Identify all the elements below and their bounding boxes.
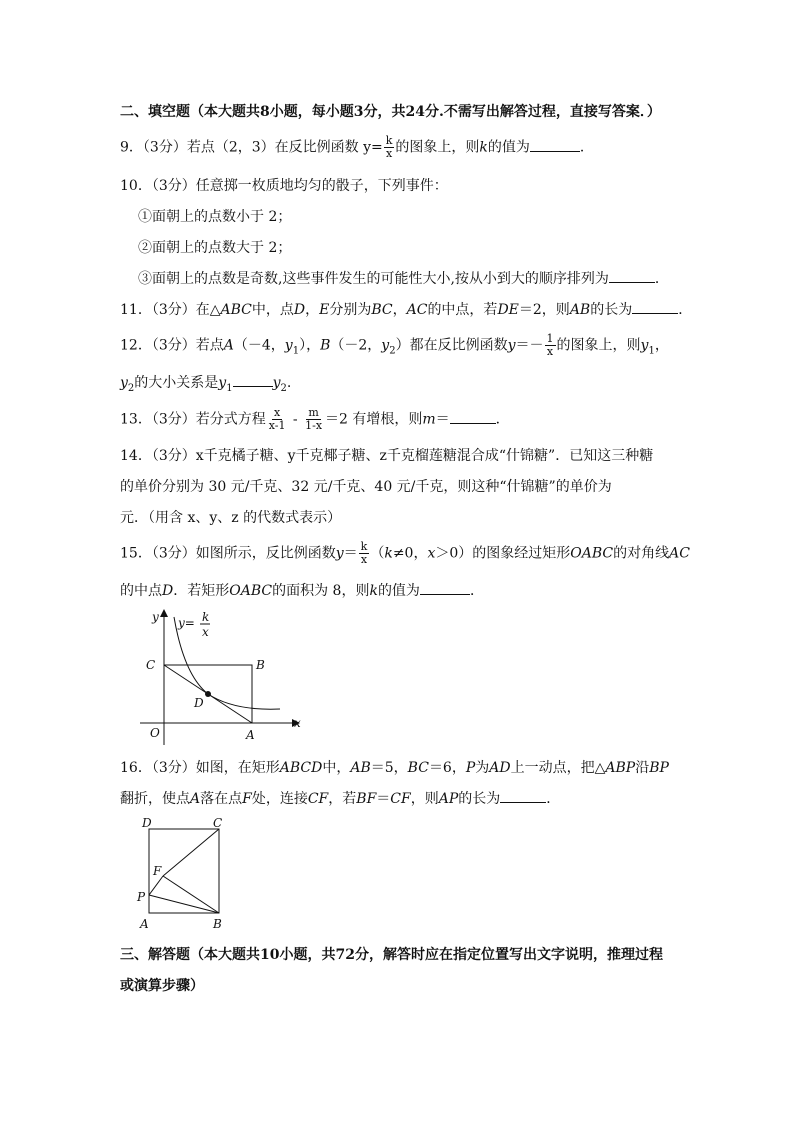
question-9: 9．（3分）若点（2，3）在反比例函数 y= $\frac{k}{x}$ 的图象上，则k的值为 ． xyxy=(120,134,594,160)
fraction: $\frac{m}{1-x}$ xyxy=(305,406,323,432)
question-11: 11．（3分）在△ABC中，点D，E分别为BC，AC的中点，若DE＝2，则AB的长为 ． xyxy=(120,299,692,321)
figure-16 xyxy=(132,815,232,933)
curve-label-y: y= xyxy=(178,616,195,630)
answer-blank xyxy=(450,409,496,424)
curve-label-num: k xyxy=(202,610,210,624)
label-d: D xyxy=(194,696,204,710)
answer-blank xyxy=(530,137,580,152)
question-15: 15．（3分）如图所示，反比例函数y＝ $\frac{k}{x}$ （k≠0，x＞0）的图象经过矩形OABC的对角线AC xyxy=(120,540,690,566)
question-15-line-2: 的中点D．若矩形OABC的面积为 8，则k的值为 ． xyxy=(120,580,484,602)
label-c: C xyxy=(213,816,223,830)
label-y: y xyxy=(152,610,159,624)
section-3-title: 三、解答题（本大题共10小题，共72分，解答时应在指定位置写出文字说明，推理过程 xyxy=(120,947,663,963)
label-p: P xyxy=(137,890,146,904)
question-16-line-2: 翻折，使点A落在点F处，连接CF，若BF＝CF，则AP的长为 ． xyxy=(120,788,560,810)
segment-fc xyxy=(163,829,219,876)
question-10: 10．（3分）任意掷一枚质地均匀的骰子，下列事件： xyxy=(120,178,448,194)
question-10-event-2: ②面朝上的点数大于 2； xyxy=(138,240,292,256)
segment-pf xyxy=(149,876,163,895)
label-a: A xyxy=(140,917,149,931)
question-12-line-2: $y_2$的大小关系是$y_1$ $y_2$. xyxy=(120,372,291,400)
question-10-event-3: ③面朝上的点数是奇数,这些事件发生的可能性大小,按从小到大的顺序排列为 ． xyxy=(138,268,669,290)
question-14-line-2: 的单价分别为 30 元/千克、32 元/千克、40 元/千克，则这种“什锦糖”的单价为 xyxy=(120,479,612,495)
label-a: A xyxy=(246,728,255,742)
curve-label-den: x xyxy=(202,625,209,639)
figure-15 xyxy=(130,605,310,745)
answer-blank xyxy=(609,268,655,283)
section-3-title-line-2: 或演算步骤） xyxy=(120,978,204,994)
question-13: 13．（3分）若分式方程 $\frac{x}{x-1}$ - $\frac{m}{1-x}$ ＝2 有增根，则m＝ ． xyxy=(120,406,510,432)
label-b: B xyxy=(256,658,265,672)
label-o: O xyxy=(150,726,160,740)
label-x: x xyxy=(294,716,301,730)
question-10-event-1: ①面朝上的点数小于 2； xyxy=(138,209,292,225)
fraction: $\frac{x}{x-1}$ xyxy=(268,406,286,432)
answer-blank xyxy=(500,788,546,803)
segment-pb xyxy=(149,895,219,913)
label-b: B xyxy=(213,917,222,931)
answer-blank xyxy=(632,299,678,314)
answer-blank xyxy=(233,372,273,387)
point-d xyxy=(205,691,211,697)
y-axis-arrow xyxy=(160,609,168,617)
label-f: F xyxy=(153,864,162,878)
label-c: C xyxy=(146,658,156,672)
label-d: D xyxy=(142,816,152,830)
question-12: 12．（3分）若点A（－4，$y_1$），B（－2，$y_2$）都在反比例函数y＝－ $\frac{1}{x}$ 的图象上，则$y_1$， xyxy=(120,332,669,358)
question-14-line-3: 元．（用含 x、y、z 的代数式表示） xyxy=(120,510,342,526)
fraction: $\frac{k}{x}$ xyxy=(360,540,368,566)
question-16: 16．（3分）如图，在矩形ABCD中，AB＝5，BC＝6，P为AD上一动点，把△ABP沿BP xyxy=(120,760,669,776)
fraction: $\frac{k}{x}$ xyxy=(385,134,393,160)
question-14: 14．（3分）x千克橘子糖、y千克椰子糖、z千克榴莲糖混合成“什锦糖”．已知这三种糖 xyxy=(120,448,654,464)
segment-fb xyxy=(163,876,219,913)
fraction: $\frac{1}{x}$ xyxy=(546,332,554,358)
section-2-title: 二、填空题（本大题共8小题，每小题3分，共24分.不需写出解答过程，直接写答案．） xyxy=(120,104,661,120)
answer-blank xyxy=(420,580,470,595)
